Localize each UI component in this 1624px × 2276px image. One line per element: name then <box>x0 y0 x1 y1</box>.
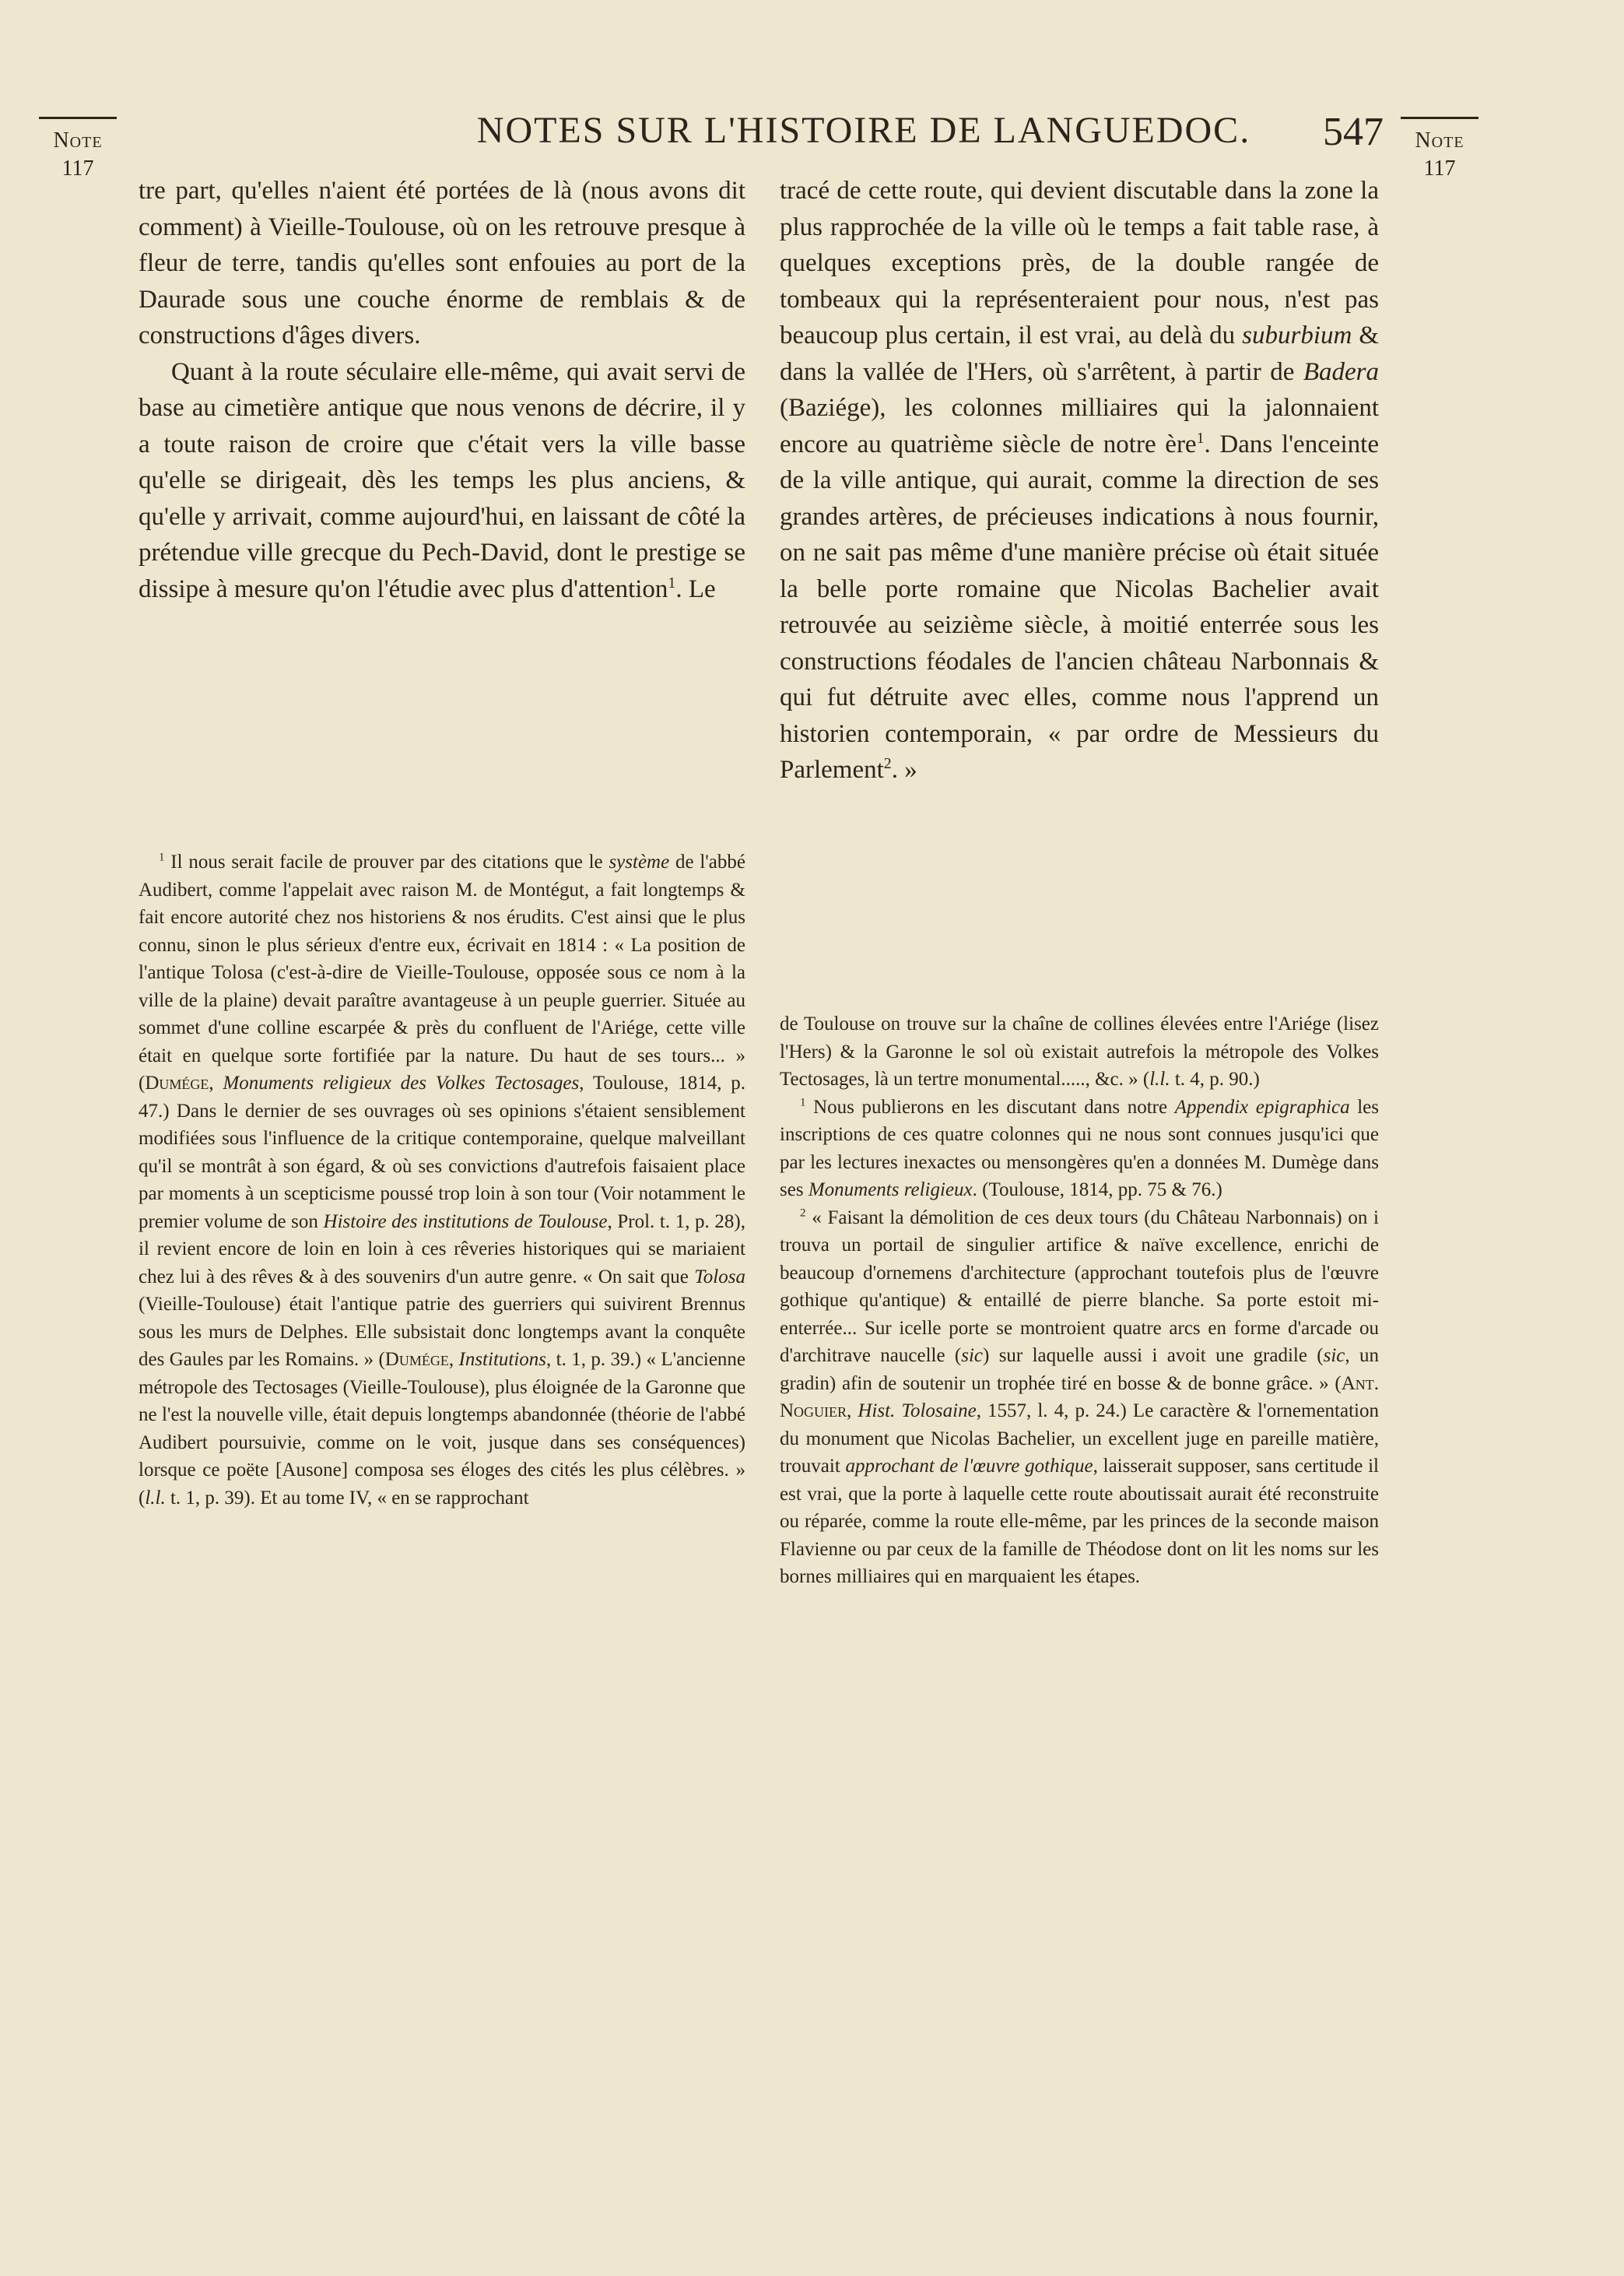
text-run: . Dans l'enceinte de la ville antique, qui aurait, comme la direction de ses grandes artères, de précieuses indications à nous fournir, on ne sait pas même d'une manière précise où était située la belle porte romaine que Nicolas Bachelier avait retrouvée au seizième siècle, à moitié enterrée sous les constructions féodales de l'ancien château Narbonnais & qui fut détruite avec elles, comme nous l'apprend un historien contemporain, « par ordre de Messieurs du Parlement <box>780 430 1379 784</box>
book-title: Monuments religieux <box>808 1179 973 1200</box>
text-run: t. 4, p. 90.) <box>1170 1069 1260 1090</box>
body-paragraph-2 <box>139 354 745 608</box>
book-title: Appendix epigraphica <box>1174 1096 1350 1118</box>
italic-term: l.l. <box>145 1487 166 1509</box>
italic-term: l.l. <box>1149 1069 1170 1090</box>
italic-term: suburbium <box>1242 321 1352 349</box>
text-run: Nous publierons en les discutant dans notre <box>805 1096 1175 1118</box>
right-margin-note <box>1401 117 1478 184</box>
book-title: Institutions <box>458 1349 547 1370</box>
footnotes-right <box>780 1010 1379 1591</box>
body-paragraph-3 <box>780 173 1379 789</box>
text-run: , <box>448 1349 459 1370</box>
text-run: & dans la vallée de l'Hers, où s'arrêtent, à partir de <box>780 321 1379 386</box>
left-margin-label: Note <box>53 128 103 153</box>
footnote-ref: 1 <box>668 574 676 592</box>
footnote-3 <box>780 1204 1379 1591</box>
text-run: t. 1, p. 39). Et au tome IV, « en se rapprochant <box>165 1487 529 1509</box>
right-margin-label: Note <box>1415 128 1464 153</box>
italic-term: Tolosa <box>694 1266 745 1287</box>
text-run: . (Toulouse, 1814, pp. 75 & 76.) <box>972 1179 1222 1200</box>
text-run: de Toulouse on trouve sur la chaîne de collines élevées entre l'Ariége (lisez l'Hers) & la Garonne le sol où existait autrefois la métropole des Volkes Tectosages, là un tertre monumental....., &c. » ( <box>780 1013 1379 1090</box>
text-run: les inscriptions de ces quatre colonnes qui ne nous sont connues jusqu'ici que par les lectures inexactes ou mensongères qu'en a données M. Dumège dans ses <box>780 1096 1379 1200</box>
footnote-ref: 2 <box>883 755 892 772</box>
italic-term: Badera <box>1303 357 1379 386</box>
author-name: Dumége <box>145 1073 209 1094</box>
left-margin-rule <box>39 117 117 119</box>
body-paragraph-2-text: Quant à la route séculaire elle-même, qui avait servi de base au cimetière antique que nous venons de décrire, il y a toute raison de croire que c'était vers la ville basse qu'elle se dirigeait, dès les temps les plus anciens, & qu'elle y arrivait, comme aujourd'hui, en laissant de côté la prétendue ville grecque du Pech-David, dont le prestige se dissipe à mesure qu'on l'étudie avec plus d'attention <box>139 357 745 603</box>
text-run: , Toulouse, 1814, p. 47.) Dans le dernier de ses ouvrages où ses opinions s'étaient sensiblement modifiées sous l'influence de la critique contemporaine, quelque malveillant qu'il se montrât à son égard, & où ses convictions d'autrefois faisaient place par moments à un scepticisme poussé trop loin à son tour (Voir notamment le premier volume de son <box>139 1073 746 1232</box>
text-run: « Faisant la démolition de ces deux tours (du Château Narbonnais) on i trouva un portail de singulier artifice & naïve excellence, enrichi de beaucoup d'ornemens d'architecture (approchant toutefois plus de l'œuvre gothique qu'antique) & entaillé de pierre blanche. Sa porte estoit mi-enterrée... Sur icelle porte se montroient quatre arcs en forme d'arcade ou d'architrave naucelle ( <box>780 1206 1379 1366</box>
italic-term: sic <box>961 1345 984 1366</box>
text-run: ) sur laquelle aussi i avoit une gradile ( <box>983 1345 1324 1366</box>
italic-term: système <box>609 852 670 873</box>
left-margin-note <box>39 117 117 184</box>
text-run: , <box>847 1400 858 1421</box>
text-run: (Vieille-Toulouse) était l'antique patrie des guerriers qui suivirent Brennus sous les murs de Delphes. Elle subsistait donc longtemps avant la conquête des Gaules par les Romains. » ( <box>139 1294 745 1370</box>
book-title: Hist. Tolosaine <box>858 1400 977 1421</box>
text-run: Il nous serait facile de prouver par des citations que le <box>164 852 609 873</box>
text-run: , t. 1, p. 39.) « L'ancienne métropole des Tectosages (Vieille-Toulouse), plus éloignée de la Garonne que ne l'est la nouvelle ville, était depuis longtemps abandonnée (théorie de l'abbé Audibert poursuivie, comme on le voit, jusque dans ses conséquences) lorsque ce poëte [Ausone] composa ses éloges des cités les plus célèbres. » ( <box>139 1349 746 1509</box>
author-name: Ant. Noguier <box>780 1372 1379 1421</box>
body-paragraph-1: tre part, qu'elles n'aient été portées de là (nous avons dit comment) à Vieille-Toulouse, où on les retrouve presque à fleur de terre, tandis qu'elles sont enfouies au port de la Daurade sous une couche énorme de remblais & de constructions d'âges divers. <box>139 177 745 349</box>
left-margin-number: 117 <box>61 156 94 181</box>
book-title: Monuments religieux des Volkes Tectosages <box>223 1073 580 1094</box>
footnote-2 <box>780 1094 1379 1204</box>
right-margin-rule <box>1401 117 1478 119</box>
footnote-1-continued <box>780 1010 1379 1094</box>
text-run: , un gradin) afin de soutenir un trophée tiré en bosse & de bonne grâce. » ( <box>780 1345 1379 1394</box>
page-number: 547 <box>1323 110 1384 154</box>
body-paragraph-2-end: . Le <box>675 574 716 603</box>
footnote-1 <box>139 848 745 1512</box>
text-run: tracé de cette route, qui devient discutable dans la zone la plus rapprochée de la ville où le temps a fait table rase, à quelques exceptions près, de la double rangée de tombeaux qui la représenteraient pour nous, n'est pas beaucoup plus certain, il est vrai, au delà du <box>780 177 1379 349</box>
footnote-mark: 1 <box>800 1096 806 1109</box>
text-run: , 1557, l. 4, p. 24.) Le caractère & l'ornementation du monument que Nicolas Bachelier, un excellent juge en pareille matière, trouvait <box>780 1400 1379 1477</box>
author-name: Dumége <box>384 1349 449 1370</box>
text-run: , laisserait supposer, sans certitude il est vrai, que la porte à laquelle cette route aboutissait aurait été reconstruite ou réparée, comme la route elle-même, par les princes de la seconde maison Flavienne ou par ceux de la famille de Théodose dont on lit les noms sur les bornes milliaires qui en marquaient les étapes. <box>780 1456 1379 1587</box>
right-margin-number: 117 <box>1423 156 1456 181</box>
footnotes-left <box>139 848 745 1512</box>
italic-term: approchant de l'œuvre gothique <box>845 1456 1093 1477</box>
running-title: NOTES SUR L'HISTOIRE DE LANGUEDOC. <box>476 110 1251 151</box>
italic-term: sic <box>1323 1345 1345 1366</box>
footnote-ref: 1 <box>1196 429 1205 447</box>
footnote-mark: 2 <box>800 1206 806 1220</box>
footnote-mark: 1 <box>159 851 165 864</box>
body-column-left <box>139 173 745 607</box>
text-run: , <box>209 1073 223 1094</box>
text-run: , Prol. t. 1, p. 28), il revient encore de loin en loin à ces rêveries historiques qui se mariaient chez lui à des rêves & à des souvenirs d'un autre genre. « On sait que <box>139 1210 746 1287</box>
text-run: de l'abbé Audibert, comme l'appelait avec raison M. de Montégut, a fait longtemps & fait encore autorité chez nos historiens & nos érudits. C'est ainsi que le plus connu, sinon le plus sérieux d'entre eux, écrivait en 1814 : « La position de l'antique Tolosa (c'est-à-dire de Vieille-Toulouse, opposée sous ce nom à la ville de la plaine) devait paraître avantageuse à un peuple guerrier. Située au sommet d'une colline escarpée & près du confluent de l'Ariége, cette ville était en quelque sorte fortifiée par la nature. Du haut de ses tours... » ( <box>139 852 745 1094</box>
text-run: . » <box>891 756 917 784</box>
body-column-right <box>780 173 1379 789</box>
book-title: Histoire des institutions de Toulouse <box>323 1210 608 1232</box>
text-run: (Baziége), les colonnes milliaires qui la jalonnaient encore au quatrième siècle de notre ère <box>780 394 1379 458</box>
